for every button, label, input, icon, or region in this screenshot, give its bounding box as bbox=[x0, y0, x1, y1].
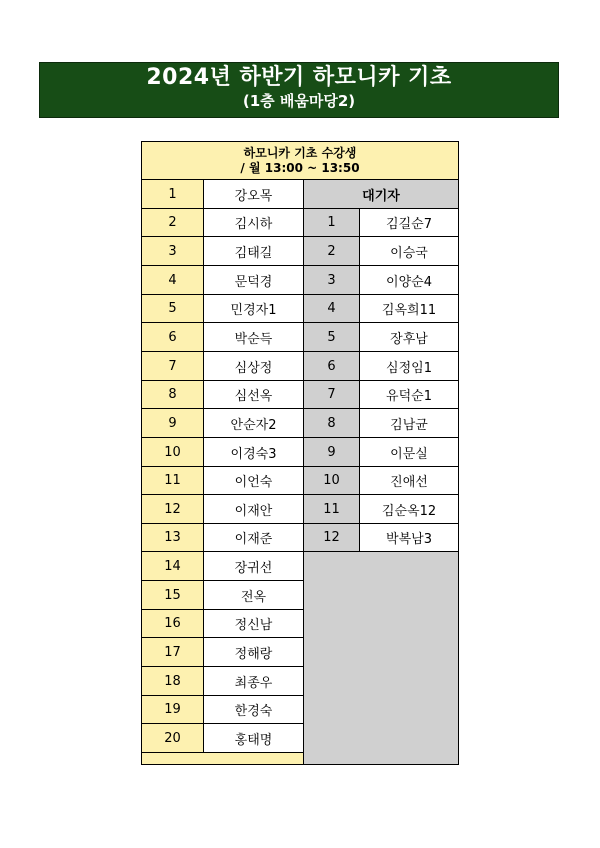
student-name: 강오목 bbox=[204, 180, 304, 209]
student-name: 이재준 bbox=[204, 524, 304, 552]
waitlist-empty-area bbox=[304, 552, 458, 764]
student-number: 6 bbox=[142, 323, 204, 352]
empty-row bbox=[142, 753, 304, 764]
waitlist-number: 11 bbox=[304, 495, 360, 524]
waitlist-header: 대기자 bbox=[304, 180, 458, 209]
waitlist-name: 김순옥12 bbox=[360, 495, 458, 524]
waitlist-name: 이문실 bbox=[360, 438, 458, 467]
student-number: 14 bbox=[142, 552, 204, 581]
location-subtitle: (1층 배움마당2) bbox=[242, 92, 356, 110]
waitlist-number: 1 bbox=[304, 209, 360, 237]
waitlist-number: 5 bbox=[304, 323, 360, 352]
waitlist-number: 12 bbox=[304, 524, 360, 552]
student-name: 홍태명 bbox=[204, 724, 304, 753]
waitlist-number: 4 bbox=[304, 295, 360, 323]
student-name: 심선옥 bbox=[204, 381, 304, 409]
student-name: 이언숙 bbox=[204, 467, 304, 495]
student-number: 12 bbox=[142, 495, 204, 524]
student-name: 정해랑 bbox=[204, 638, 304, 667]
waitlist-number: 2 bbox=[304, 237, 360, 266]
student-number: 10 bbox=[142, 438, 204, 467]
student-number: 4 bbox=[142, 266, 204, 295]
student-name: 안순자2 bbox=[204, 409, 304, 438]
waitlist-name: 박복남3 bbox=[360, 524, 458, 552]
waitlist-number: 8 bbox=[304, 409, 360, 438]
student-name: 장귀선 bbox=[204, 552, 304, 581]
title-banner bbox=[39, 62, 559, 118]
student-name: 한경숙 bbox=[204, 696, 304, 724]
waitlist-number: 7 bbox=[304, 381, 360, 409]
student-number: 1 bbox=[142, 180, 204, 209]
waitlist-number: 3 bbox=[304, 266, 360, 295]
student-number: 5 bbox=[142, 295, 204, 323]
waitlist-name: 김옥희11 bbox=[360, 295, 458, 323]
waitlist-name: 김남균 bbox=[360, 409, 458, 438]
waitlist-number: 9 bbox=[304, 438, 360, 467]
waitlist-name: 이양순4 bbox=[360, 266, 458, 295]
student-number: 15 bbox=[142, 581, 204, 610]
waitlist-name: 진애선 bbox=[360, 467, 458, 495]
class-schedule: / 월 13:00 ~ 13:50 bbox=[240, 160, 360, 175]
student-name: 민경자1 bbox=[204, 295, 304, 323]
student-name: 박순득 bbox=[204, 323, 304, 352]
student-number: 11 bbox=[142, 467, 204, 495]
student-number: 13 bbox=[142, 524, 204, 552]
student-name: 문덕경 bbox=[204, 266, 304, 295]
student-name: 이재안 bbox=[204, 495, 304, 524]
student-name: 전옥 bbox=[204, 581, 304, 610]
student-name: 정신남 bbox=[204, 610, 304, 638]
page-title: 2024년 하반기 하모니카 기초 bbox=[146, 65, 452, 90]
student-number: 19 bbox=[142, 696, 204, 724]
student-name: 최종우 bbox=[204, 667, 304, 696]
waitlist-name: 심정임1 bbox=[360, 352, 458, 381]
student-name: 심상정 bbox=[204, 352, 304, 381]
student-name: 김시하 bbox=[204, 209, 304, 237]
student-name: 김태길 bbox=[204, 237, 304, 266]
waitlist-name: 장후남 bbox=[360, 323, 458, 352]
student-number: 9 bbox=[142, 409, 204, 438]
class-title: 하모니카 기초 수강생 bbox=[243, 145, 357, 160]
student-name: 이경숙3 bbox=[204, 438, 304, 467]
waitlist-name: 이승국 bbox=[360, 237, 458, 266]
waitlist-name: 김길순7 bbox=[360, 209, 458, 237]
student-number: 17 bbox=[142, 638, 204, 667]
table-header bbox=[142, 142, 458, 180]
student-number: 18 bbox=[142, 667, 204, 696]
waitlist-number: 10 bbox=[304, 467, 360, 495]
student-number: 7 bbox=[142, 352, 204, 381]
waitlist-name: 유덕순1 bbox=[360, 381, 458, 409]
waitlist-number: 6 bbox=[304, 352, 360, 381]
roster-table bbox=[141, 141, 459, 765]
student-number: 2 bbox=[142, 209, 204, 237]
student-number: 8 bbox=[142, 381, 204, 409]
student-number: 3 bbox=[142, 237, 204, 266]
student-number: 16 bbox=[142, 610, 204, 638]
student-number: 20 bbox=[142, 724, 204, 753]
